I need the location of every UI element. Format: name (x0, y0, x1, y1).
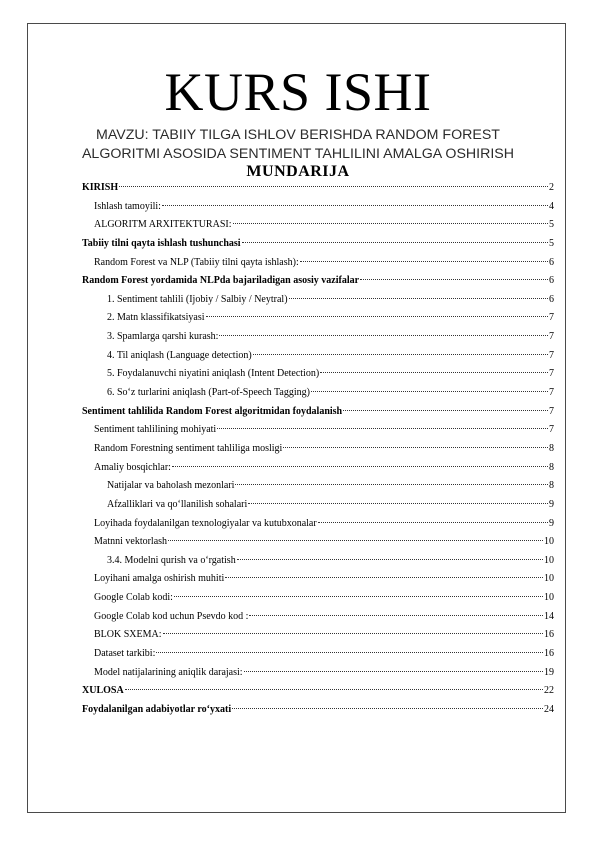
toc-entry-page: 6 (549, 293, 554, 305)
toc-entry[interactable] (82, 533, 554, 552)
toc-entry-page: 5 (549, 219, 554, 231)
toc-leader-dots (174, 596, 543, 597)
toc-entry-title: Amaliy bosqichlar: (94, 461, 171, 473)
toc-leader-dots (233, 223, 549, 224)
toc-entry[interactable] (82, 496, 554, 515)
toc-entry[interactable] (82, 235, 554, 254)
toc-entry-page: 9 (549, 517, 554, 529)
toc-entry-title: Google Colab kodi: (94, 592, 173, 604)
toc-entry-page: 16 (544, 629, 554, 641)
toc-leader-dots (248, 503, 548, 504)
toc-entry[interactable] (82, 645, 554, 664)
toc-entry-page: 7 (549, 405, 554, 417)
toc-leader-dots (242, 242, 548, 243)
subject-line-1: MAVZU: TABIIY TILGA ISHLOV BERISHDA RANDOM FOREST (96, 127, 500, 143)
toc-entry-page: 6 (549, 275, 554, 287)
toc-entry-title: Matnni vektorlash (94, 536, 168, 548)
toc-entry-page: 7 (549, 312, 554, 324)
toc-leader-dots (360, 279, 548, 280)
toc-entry-page: 19 (544, 666, 554, 678)
toc-entry-page: 16 (544, 648, 554, 660)
toc-entry[interactable] (82, 682, 554, 701)
toc-entry-title: Tabiiy tilni qayta ishlash tushunchasi (82, 237, 241, 249)
toc-entry-title: Random Forest yordamida NLPda bajariladigan asosiy vazifalar (82, 275, 360, 287)
toc-entry-title: Google Colab kod uchun Psevdo kod : (94, 610, 249, 622)
toc-entry-page: 7 (549, 424, 554, 436)
toc-leader-dots (232, 708, 543, 709)
toc-entry-page: 10 (544, 554, 554, 566)
toc-entry-title: 1. Sentiment tahlili (Ijobiy / Salbiy / Neytral) (107, 293, 288, 305)
document-subject (60, 126, 536, 164)
toc-entry-title: KIRISH (82, 182, 119, 193)
toc-entry-title: Afzalliklari va qo‘llanilish sohalari (107, 498, 248, 510)
toc-entry[interactable] (82, 198, 554, 217)
toc-leader-dots (300, 261, 548, 262)
toc-entry-title: 5. Foydalanuvchi niyatini aniqlash (Intent Detection) (107, 368, 320, 380)
toc-entry-title: 4. Til aniqlash (Language detection) (107, 349, 252, 361)
toc-entry-title: Random Forest va NLP (Tabiiy tilni qayta ishlash): (94, 256, 299, 268)
toc-leader-dots (244, 671, 543, 672)
toc-leader-dots (219, 335, 548, 336)
toc-entry-page: 24 (544, 703, 554, 715)
toc-leader-dots (168, 540, 543, 541)
toc-entry-page: 22 (544, 685, 554, 697)
toc-entry[interactable] (82, 365, 554, 384)
toc-entry-title: 2. Matn klassifikatsiyasi (107, 312, 205, 324)
toc-entry[interactable] (82, 626, 554, 645)
toc-entry-page: 8 (549, 442, 554, 454)
toc-leader-dots (163, 633, 543, 634)
toc-leader-dots (311, 391, 548, 392)
toc-entry-page: 2 (549, 182, 554, 193)
toc-entry-page: 10 (544, 536, 554, 548)
toc-leader-dots (289, 298, 548, 299)
toc-entry[interactable] (82, 421, 554, 440)
toc-entry[interactable] (82, 552, 554, 571)
toc-entry-page: 7 (549, 387, 554, 399)
toc-leader-dots (206, 316, 549, 317)
toc-entry-title: Dataset tarkibi: (94, 648, 156, 660)
toc-leader-dots (249, 615, 543, 616)
toc-entry-page: 4 (549, 200, 554, 212)
toc-leader-dots (283, 447, 548, 448)
toc-entry[interactable] (82, 347, 554, 366)
toc-leader-dots (217, 428, 548, 429)
toc-entry[interactable] (82, 515, 554, 534)
toc-entry[interactable] (82, 403, 554, 422)
toc-leader-dots (253, 354, 548, 355)
toc-leader-dots (343, 410, 548, 411)
toc-entry[interactable] (82, 459, 554, 478)
toc-leader-dots (318, 522, 548, 523)
toc-entry[interactable] (82, 216, 554, 235)
toc-entry[interactable] (82, 272, 554, 291)
toc-entry[interactable] (82, 570, 554, 589)
toc-entry-title: BLOK SXEMA: (94, 629, 162, 641)
toc-entry-page: 14 (544, 610, 554, 622)
toc-leader-dots (125, 689, 543, 690)
toc-entry[interactable] (82, 291, 554, 310)
toc-entry[interactable] (82, 328, 554, 347)
toc-entry-title: Sentiment tahlilida Random Forest algoritmidan foydalanish (82, 405, 343, 417)
toc-entry-page: 10 (544, 573, 554, 585)
toc-entry-title: 6. So‘z turlarini aniqlash (Part-of-Speech Tagging) (107, 387, 310, 399)
toc-entry[interactable] (82, 254, 554, 273)
toc-entry-title: XULOSA (82, 685, 124, 697)
toc-entry[interactable] (82, 477, 554, 496)
toc-entry-title: Foydalanilgan adabiyotlar ro‘yxati (82, 703, 232, 715)
toc-entry-page: 5 (549, 237, 554, 249)
toc-entry-page: 10 (544, 592, 554, 604)
toc-entry-title: ALGORITM ARXITEKTURASI: (94, 219, 232, 231)
toc-entry-page: 8 (549, 461, 554, 473)
toc-entry-page: 7 (549, 331, 554, 343)
toc-entry[interactable] (82, 440, 554, 459)
toc-entry-page: 8 (549, 480, 554, 492)
toc-entry[interactable] (82, 701, 554, 720)
toc-entry[interactable] (82, 664, 554, 683)
toc-leader-dots (225, 577, 543, 578)
toc-entry-title: Loyihada foydalanilgan texnologiyalar va kutubxonalar (94, 517, 317, 529)
toc-entry-title: Natijalar va baholash mezonlari (107, 480, 235, 492)
toc-entry-title: 3.4. Modelni qurish va o‘rgatish (107, 554, 236, 566)
document-title: KURS ISHI (164, 62, 432, 122)
toc-entry-page: 7 (549, 349, 554, 361)
toc-entry-title: 3. Spamlarga qarshi kurash: (107, 331, 219, 343)
toc-entry-title: Model natijalarining aniqlik darajasi: (94, 666, 243, 678)
toc-leader-dots (162, 205, 548, 206)
toc-entry-page: 6 (549, 256, 554, 268)
toc-entry[interactable] (82, 589, 554, 608)
toc-entry-title: Random Forestning sentiment tahliliga mosligi (94, 442, 283, 454)
toc-leader-dots (172, 466, 548, 467)
toc-entry[interactable] (82, 309, 554, 328)
toc-entry-title: Loyihani amalga oshirish muhiti (94, 573, 225, 585)
toc-entry-page: 7 (549, 368, 554, 380)
toc-entry[interactable] (82, 608, 554, 627)
toc-leader-dots (320, 372, 548, 373)
toc-leader-dots (235, 484, 548, 485)
toc-heading: MUNDARIJA (246, 163, 350, 180)
toc-entry[interactable] (82, 384, 554, 403)
toc-leader-dots (237, 559, 543, 560)
subject-line-2: ALGORITMI ASOSIDA SENTIMENT TAHLILINI AMALGA OSHIRISH (81, 146, 515, 162)
toc-entry-page: 9 (549, 498, 554, 510)
toc-entry-title: Sentiment tahlilining mohiyati (94, 424, 217, 436)
table-of-contents (82, 179, 554, 720)
toc-leader-dots (156, 652, 543, 653)
toc-leader-dots (119, 186, 548, 187)
toc-entry[interactable] (82, 179, 554, 198)
toc-entry-title: Ishlash tamoyili: (94, 200, 161, 212)
